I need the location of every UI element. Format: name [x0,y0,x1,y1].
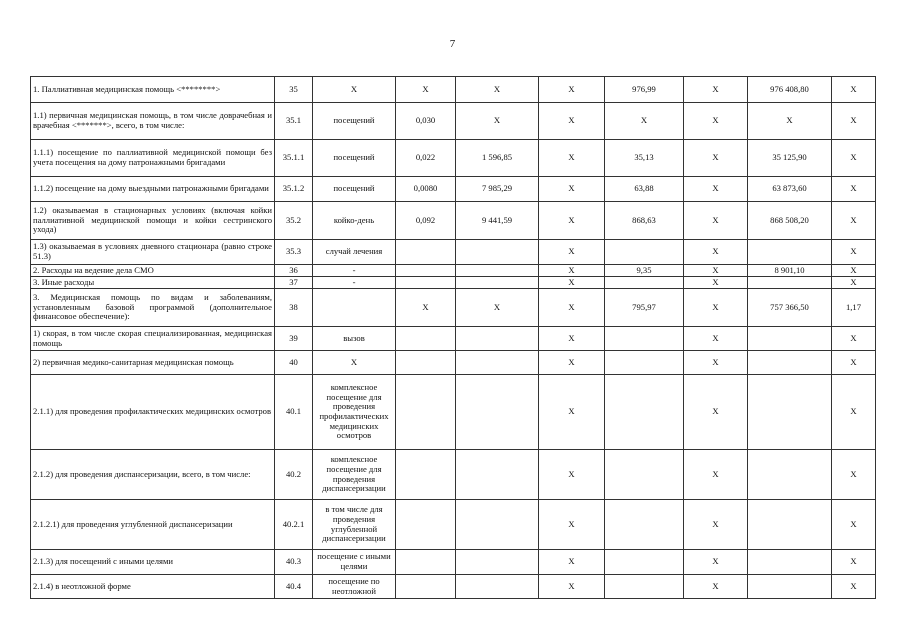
row-cost [456,351,539,375]
row-col5: X [539,351,605,375]
row-col9: X [832,550,876,575]
row-col6 [605,351,684,375]
row-col9: X [832,351,876,375]
row-col6: X [605,103,684,140]
row-col7: X [684,375,748,450]
row-name: 2. Расходы на ведение дела СМО [31,265,275,277]
row-col8: 35 125,90 [748,140,832,177]
row-col9: X [832,240,876,265]
table-row [31,77,876,103]
row-col7: X [684,103,748,140]
table-row [31,351,876,375]
row-col6: 35,13 [605,140,684,177]
table-row [31,327,876,351]
table-row [31,500,876,550]
row-col8: 868 508,20 [748,202,832,240]
row-code: 38 [275,289,313,327]
row-col5: X [539,265,605,277]
row-code: 40.2.1 [275,500,313,550]
row-col7: X [684,277,748,289]
row-col7: X [684,550,748,575]
row-code: 35 [275,77,313,103]
row-col9: X [832,277,876,289]
data-table [30,76,876,599]
table-row [31,575,876,599]
page-number: 7 [449,38,456,50]
row-code: 40.4 [275,575,313,599]
table-row [31,103,876,140]
row-cost [456,327,539,351]
row-name: 1.1) первичная медицинская помощь, в том числе доврачебная и врачебная <*******>, всего, в том числе: [31,103,275,140]
row-col7: X [684,500,748,550]
row-name: 1. Паллиативная медицинская помощь <********> [31,77,275,103]
row-norm [396,351,456,375]
table-row [31,289,876,327]
row-col9: X [832,103,876,140]
row-col8 [748,277,832,289]
row-col9: X [832,500,876,550]
row-norm [396,550,456,575]
row-col7: X [684,202,748,240]
row-col8 [748,240,832,265]
row-col8 [748,375,832,450]
row-code: 37 [275,277,313,289]
row-col6 [605,500,684,550]
row-code: 35.1 [275,103,313,140]
row-col8 [748,550,832,575]
row-col7: X [684,351,748,375]
row-unit: комплексное посещение для проведения диспансеризации [313,450,396,500]
row-col7: X [684,77,748,103]
row-norm: 0,030 [396,103,456,140]
table-row [31,140,876,177]
row-col5: X [539,103,605,140]
row-unit: посещений [313,177,396,202]
table-row [31,177,876,202]
row-cost: 9 441,59 [456,202,539,240]
table-row [31,265,876,277]
row-code: 40.3 [275,550,313,575]
row-col6 [605,575,684,599]
row-col7: X [684,289,748,327]
row-col6: 868,63 [605,202,684,240]
row-col5: X [539,277,605,289]
row-unit: случай лечения [313,240,396,265]
row-code: 35.2 [275,202,313,240]
row-col8 [748,351,832,375]
row-code: 40.2 [275,450,313,500]
table-row [31,450,876,500]
row-code: 35.3 [275,240,313,265]
row-name: 1.2) оказываемая в стационарных условиях (включая койки паллиативной медицинской помощи и койки сестринского ухода) [31,202,275,240]
row-col8: 757 366,50 [748,289,832,327]
row-unit: - [313,277,396,289]
row-cost [456,450,539,500]
row-unit: комплексное посещение для проведения профилактических медицинских осмотров [313,375,396,450]
row-col5: X [539,500,605,550]
row-cost [456,500,539,550]
row-col5: X [539,450,605,500]
row-col7: X [684,240,748,265]
row-norm [396,500,456,550]
row-cost: X [456,77,539,103]
row-col5: X [539,140,605,177]
row-col6 [605,375,684,450]
row-col6: 63,88 [605,177,684,202]
row-unit: в том числе для проведения углубленной диспансеризации [313,500,396,550]
row-norm [396,450,456,500]
row-col6 [605,277,684,289]
row-col5: X [539,550,605,575]
table-row [31,550,876,575]
row-name: 2.1.2.1) для проведения углубленной диспансеризации [31,500,275,550]
row-norm: X [396,289,456,327]
row-cost: 7 985,29 [456,177,539,202]
row-name: 2) первичная медико-санитарная медицинская помощь [31,351,275,375]
row-unit: посещение по неотложной [313,575,396,599]
row-col9: X [832,450,876,500]
row-col9: X [832,327,876,351]
row-col5: X [539,202,605,240]
row-name: 3. Иные расходы [31,277,275,289]
row-name: 3. Медицинская помощь по видам и заболеваниям, установленным базовой программой (дополнительное финансовое обеспечение): [31,289,275,327]
row-unit: посещений [313,103,396,140]
row-norm [396,327,456,351]
row-unit: - [313,265,396,277]
row-col5: X [539,240,605,265]
row-name: 1) скорая, в том числе скорая специализированная, медицинская помощь [31,327,275,351]
row-col6 [605,327,684,351]
row-cost [456,575,539,599]
row-col9: X [832,77,876,103]
row-cost: 1 596,85 [456,140,539,177]
row-cost [456,277,539,289]
row-col5: X [539,575,605,599]
row-col7: X [684,450,748,500]
row-col9: X [832,265,876,277]
row-code: 39 [275,327,313,351]
row-col6 [605,550,684,575]
row-col8: 8 901,10 [748,265,832,277]
row-unit: койко-день [313,202,396,240]
row-code: 40.1 [275,375,313,450]
row-col7: X [684,265,748,277]
row-col8: X [748,103,832,140]
row-cost [456,265,539,277]
row-col5: X [539,327,605,351]
row-col7: X [684,575,748,599]
row-unit: X [313,77,396,103]
row-col6 [605,450,684,500]
row-cost: X [456,103,539,140]
row-col5: X [539,177,605,202]
row-cost: X [456,289,539,327]
row-unit: вызов [313,327,396,351]
row-col9: X [832,177,876,202]
row-col9: X [832,202,876,240]
row-name: 1.3) оказываемая в условиях дневного стационара (равно строке 51.3) [31,240,275,265]
row-cost [456,375,539,450]
row-col6: 976,99 [605,77,684,103]
row-col6: 9,35 [605,265,684,277]
row-col5: X [539,77,605,103]
row-col5: X [539,289,605,327]
row-norm [396,375,456,450]
table-row [31,375,876,450]
row-norm [396,575,456,599]
row-col8: 976 408,80 [748,77,832,103]
row-col7: X [684,140,748,177]
row-col8 [748,500,832,550]
row-cost [456,550,539,575]
row-col9: X [832,140,876,177]
row-col8: 63 873,60 [748,177,832,202]
row-col5: X [539,375,605,450]
row-name: 2.1.3) для посещений с иными целями [31,550,275,575]
row-col7: X [684,177,748,202]
row-norm: 0,022 [396,140,456,177]
row-col8 [748,575,832,599]
row-col8 [748,327,832,351]
row-unit [313,289,396,327]
row-unit: посещений [313,140,396,177]
row-col9: X [832,375,876,450]
row-name: 2.1.4) в неотложной форме [31,575,275,599]
row-name: 2.1.2) для проведения диспансеризации, всего, в том числе: [31,450,275,500]
row-norm [396,265,456,277]
row-cost [456,240,539,265]
table-row [31,240,876,265]
row-col9: X [832,575,876,599]
row-code: 35.1.1 [275,140,313,177]
row-col6: 795,97 [605,289,684,327]
row-norm: X [396,77,456,103]
table-row [31,277,876,289]
row-norm [396,240,456,265]
row-name: 1.1.2) посещение на дому выездными патронажными бригадами [31,177,275,202]
row-name: 2.1.1) для проведения профилактических медицинских осмотров [31,375,275,450]
row-code: 35.1.2 [275,177,313,202]
row-col6 [605,240,684,265]
row-code: 40 [275,351,313,375]
row-col7: X [684,327,748,351]
row-norm: 0,092 [396,202,456,240]
row-code: 36 [275,265,313,277]
row-col9: 1,17 [832,289,876,327]
row-norm [396,277,456,289]
table-row [31,202,876,240]
row-norm: 0,0080 [396,177,456,202]
row-name: 1.1.1) посещение по паллиативной медицинской помощи без учета посещения на дому патронажными бригадами [31,140,275,177]
row-unit: X [313,351,396,375]
row-col8 [748,450,832,500]
row-unit: посещение с иными целями [313,550,396,575]
